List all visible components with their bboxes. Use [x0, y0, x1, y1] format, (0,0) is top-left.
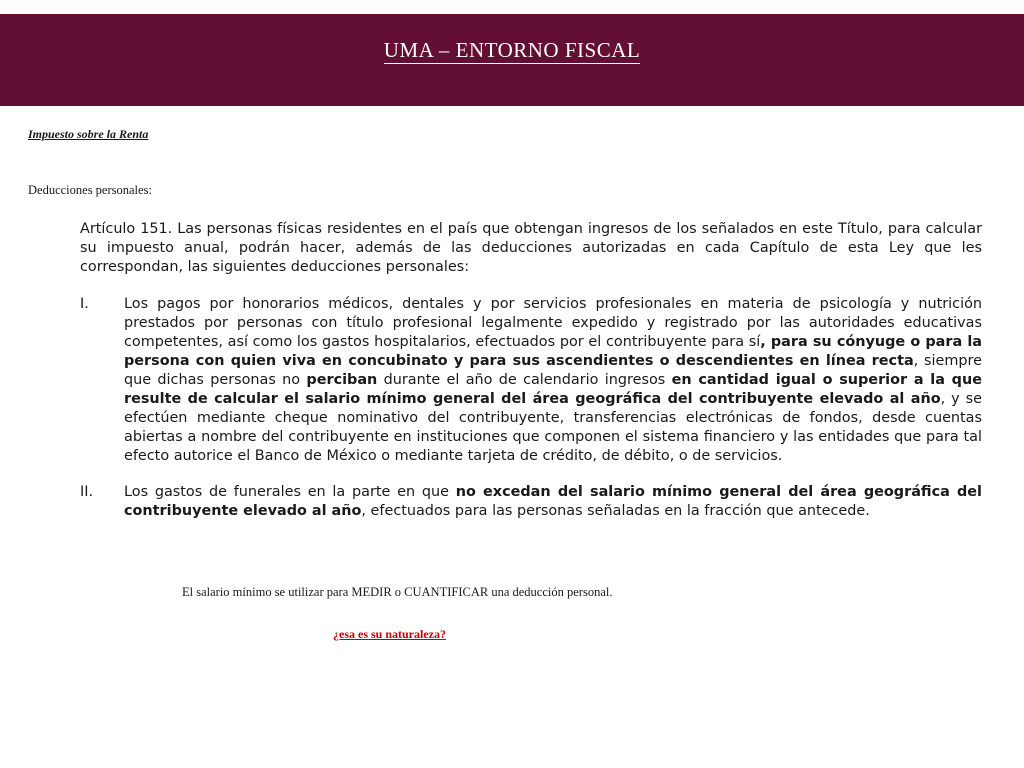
item-segment: , efectuados para las personas señaladas en la fracción que antecede. [361, 503, 870, 519]
item-segment: , y se efectúen mediante cheque nominativo del contribuyente, transferencias electrónicas de fondos, desde cuentas abiertas a nombre del contribuyente en instituciones que componen el sistema financiero y las entidades que para tal efecto autorice el Banco de México o mediante tarjeta de crédito, de débito, o de servicios. [124, 391, 982, 464]
slide-title [0, 38, 1024, 64]
list-item [80, 295, 982, 466]
item-segment-bold: , para su cónyuge o para la persona con quien viva en concubinato y para sus ascendientes o descendientes en línea recta [124, 334, 982, 369]
item-numeral: II. [80, 484, 94, 500]
item-segment-bold: no excedan del salario mínimo general del área geográfica del contribuyente elevado al año [124, 484, 982, 519]
item-segment-bold: perciban [306, 372, 378, 388]
item-segment: durante el año de calendario ingresos [377, 372, 672, 388]
question: ¿esa es su naturaleza? [333, 627, 446, 641]
article-body [80, 220, 982, 521]
item-segment-bold: en cantidad igual o superior a la que resulte de calcular el salario mínimo general del área geográfica del contribuyente elevado al año [124, 372, 982, 407]
section-label: Deducciones personales: [28, 183, 152, 197]
item-text [124, 295, 982, 466]
subtitle: Impuesto sobre la Renta [28, 127, 149, 141]
list-item [80, 483, 982, 521]
article-intro: Artículo 151. Las personas físicas residentes en el país que obtengan ingresos de los señalados en este Título, para calcular su impuesto anual, podrán hacer, además de las deducciones autorizadas en cada Capítulo de esta Ley que les correspondan, las siguientes deducciones personales: [80, 221, 982, 275]
item-segment: Los gastos de funerales en la parte en que [124, 484, 456, 500]
item-text [124, 483, 982, 521]
note: El salario mínimo se utilizar para MEDIR o CUANTIFICAR una deducción personal. [182, 585, 613, 599]
slide-title-text: UMA – ENTORNO FISCAL [384, 38, 640, 64]
top-strip [0, 0, 1024, 14]
item-numeral: I. [80, 296, 89, 312]
item-segment: , siempre que dichas personas no [124, 353, 982, 388]
item-segment: Los pagos por honorarios médicos, dentales y por servicios profesionales en materia de psicología y nutrición prestados por personas con título profesional legalmente expedido y registrado por las autoridades educativas competentes, así como los gastos hospitalarios, efectuados por el contribuyente para sí [124, 296, 982, 350]
